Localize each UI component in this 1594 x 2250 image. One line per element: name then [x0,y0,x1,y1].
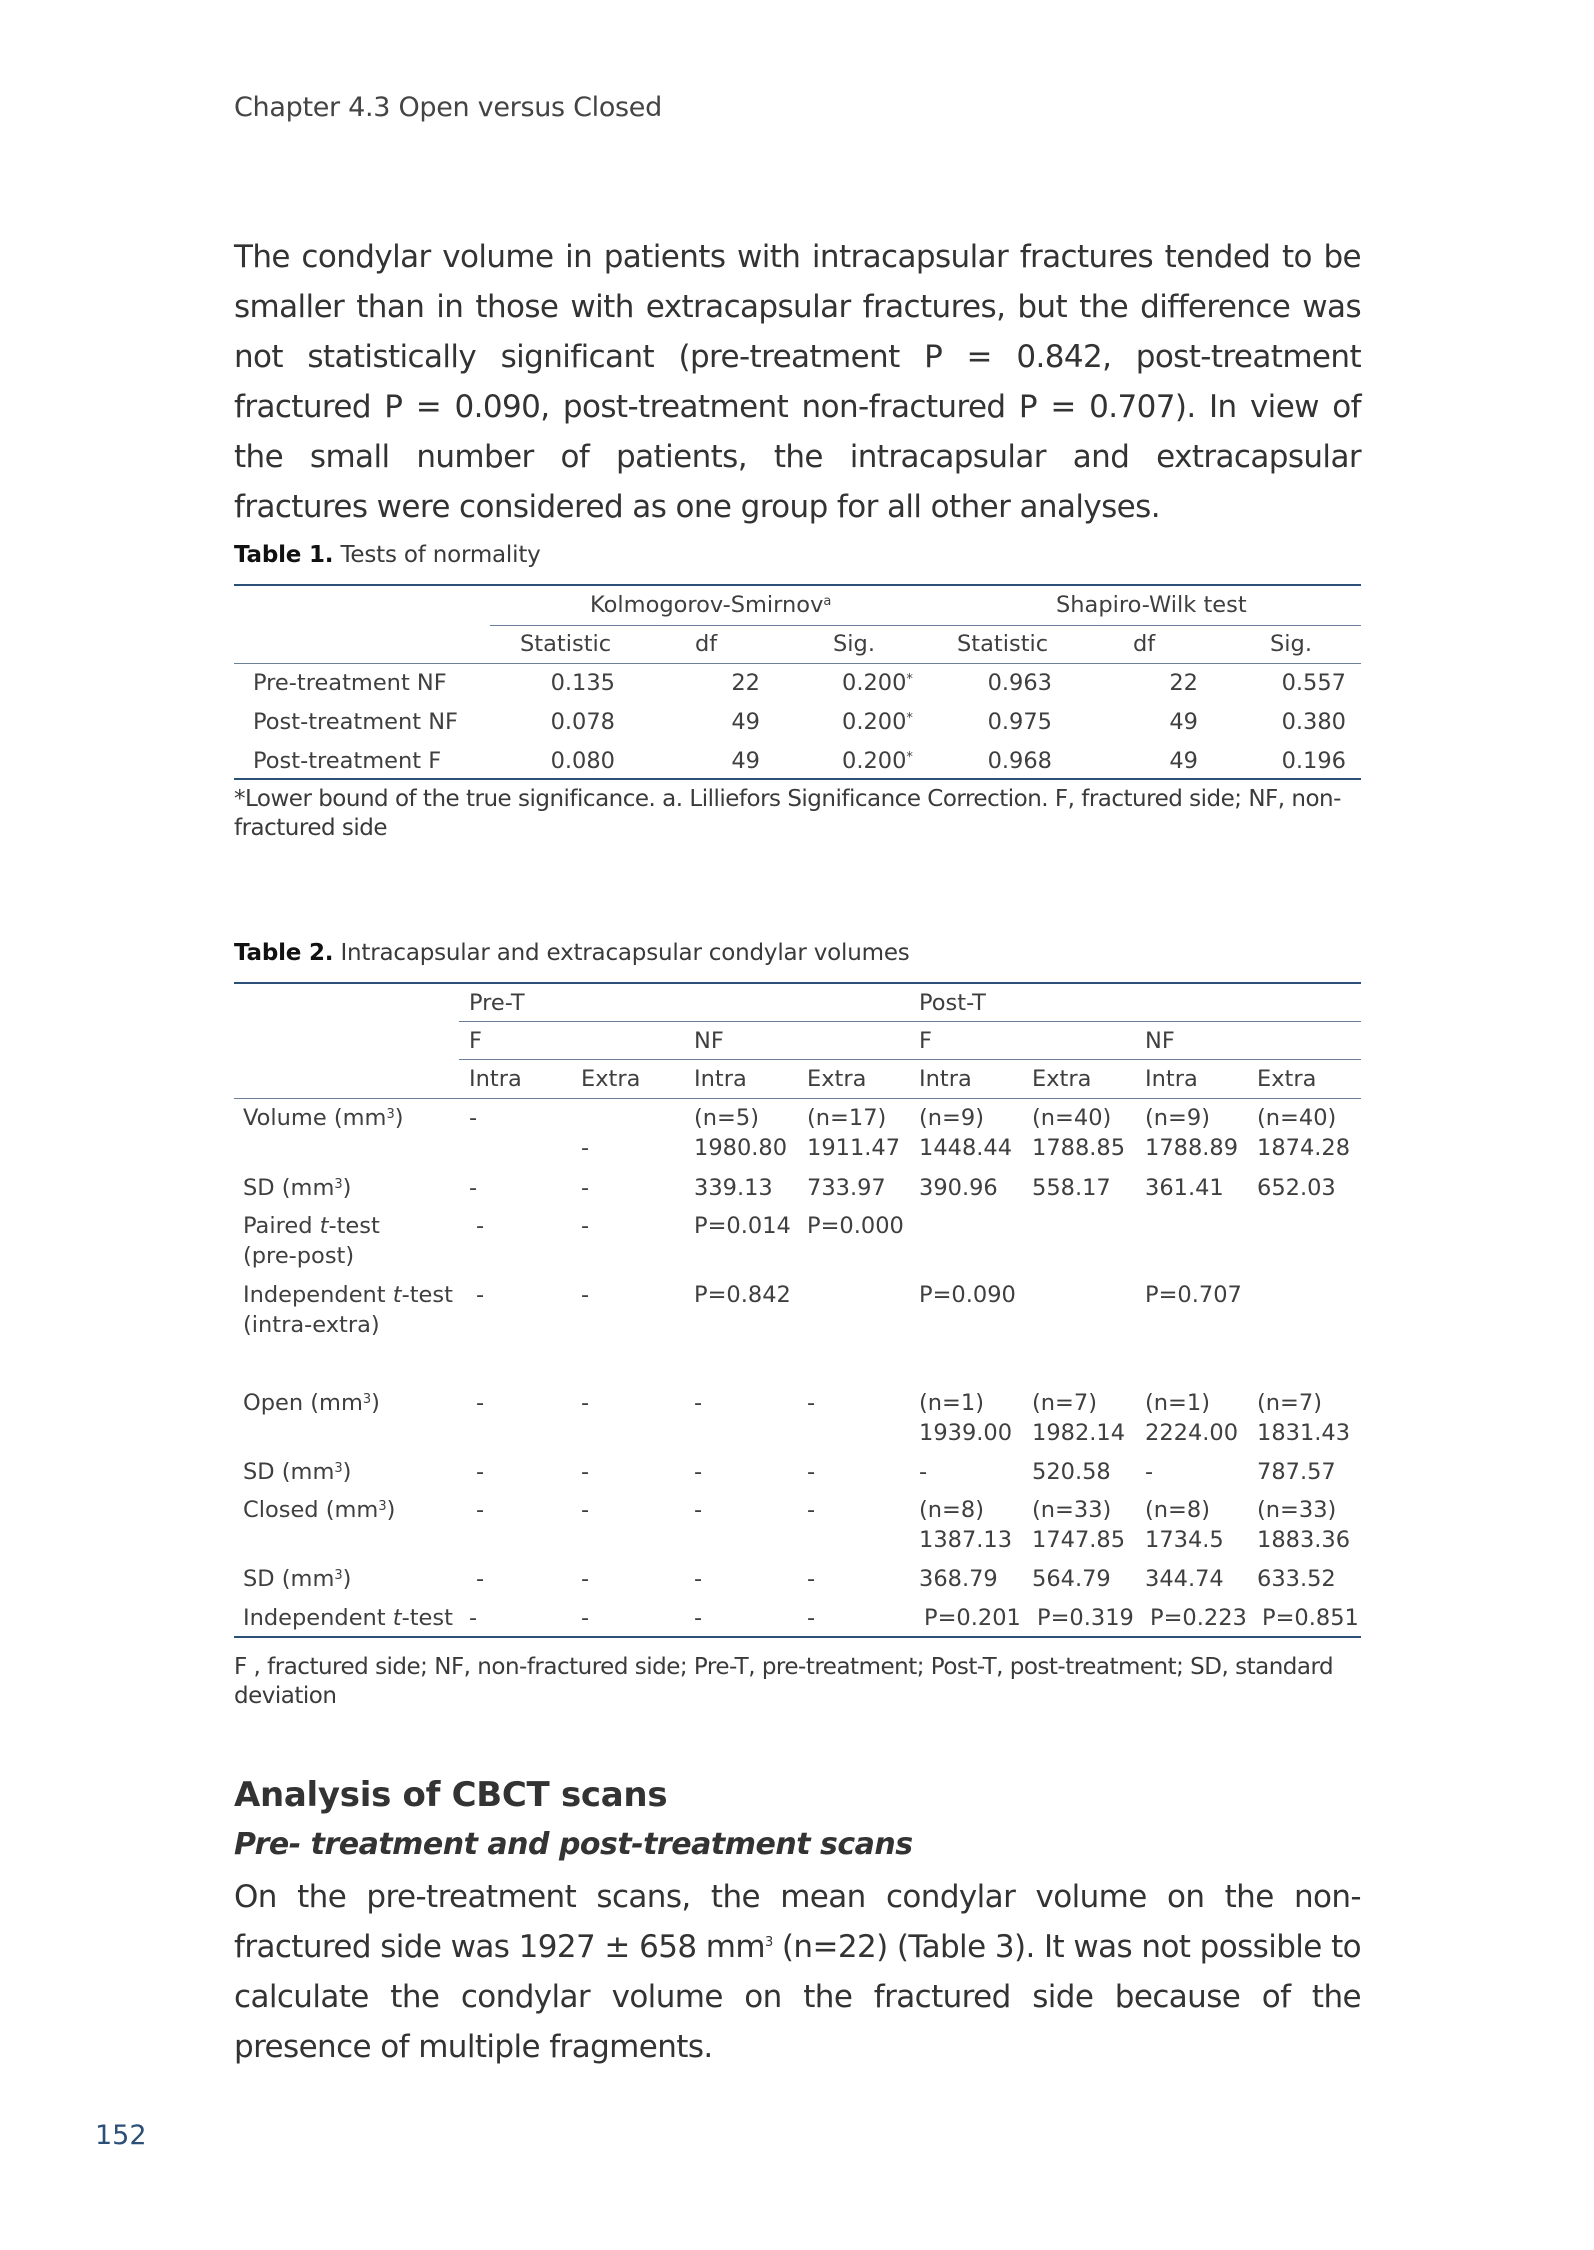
table2-cell: 1982.14 [1032,1420,1126,1446]
table2-cell: P=0.000 [807,1213,904,1239]
table1-cell: 0.078 [550,709,615,735]
table2-footnote: F , fractured side; NF, non-fractured side; Pre-T, pre-treatment; Post-T, post-treatment; SD, standard deviation [234,1654,1334,1709]
table2-side-f-pre: F [469,1028,482,1054]
table1-cell: 0.135 [550,670,615,696]
table2-header-rule [234,1098,1361,1099]
table2-cell: P=0.707 [1145,1282,1242,1308]
table2-label-sup: 3 [378,1499,387,1514]
table1-sig-value: 0.200 [842,748,907,774]
table2-cell: (n=9) [919,1105,984,1131]
table2-subcol: Intra [694,1066,747,1092]
table2-cell: - [807,1605,816,1631]
table1-col-sig-2: Sig. [1270,631,1312,657]
table1-cell: 0.080 [550,748,615,774]
table2-side-rule [459,1059,1361,1060]
table2-cell: (n=17) [807,1105,887,1131]
table2-cell: - [581,1213,590,1239]
table2-row-label-independent [243,1281,453,1310]
table2-cell: 368.79 [919,1566,998,1592]
table2-row-label-paired-line2: (pre-post) [243,1243,355,1269]
table2-cell: 1448.44 [919,1135,1013,1161]
table1-cell: 22 [731,670,760,696]
table2-cell: - [581,1459,590,1485]
table2-cell: (n=9) [1145,1105,1210,1131]
table2-cell: P=0.842 [694,1282,791,1308]
table2-cell: 1831.43 [1257,1420,1351,1446]
paragraph2-part2: (n=22) (Table 3). It was not possible to calculate the condylar volume on the fractured side because of the presence of multiple fragments. [234,1929,1362,2065]
table1-title: Tests of normality [340,542,541,568]
table1-cell: 49 [1169,709,1198,735]
table1-header-rule [234,663,1361,664]
table1-col-df-1: df [695,631,718,657]
table2-label-text: Volume (mm [243,1105,387,1131]
table1-cell [842,747,913,776]
table2-cell: 633.52 [1257,1566,1336,1592]
table1-caption [234,542,541,568]
table2-row-label-closed [243,1496,395,1525]
table2-cell: P=0.851 [1262,1605,1359,1631]
table2-label-text: SD (mm [243,1566,335,1592]
table1-cell: 0.975 [987,709,1052,735]
table2-label-text: Closed (mm [243,1497,379,1523]
table2-cell: 733.97 [807,1175,886,1201]
table1-cell [842,669,913,698]
table2-cell: P=0.090 [919,1282,1016,1308]
table2-cell: 1980.80 [694,1135,788,1161]
table2-cell: - [581,1566,590,1592]
table1-cell: 0.196 [1281,748,1346,774]
table2-cell: (n=7) [1032,1390,1097,1416]
table2-cell: 564.79 [1032,1566,1111,1592]
table1-cell: 49 [1169,748,1198,774]
table2-period-rule [459,1021,1361,1022]
table1-col-df-2: df [1133,631,1156,657]
table2-cell: - [476,1566,485,1592]
table2-label-close: ) [371,1390,380,1416]
table1-group-ks-sup: a [823,594,832,609]
table2-cell: 1734.5 [1145,1527,1224,1553]
table2-label-sup: 3 [334,1177,343,1192]
table2-cell: - [1145,1459,1154,1485]
table2-cell: 390.96 [919,1175,998,1201]
table2-label-text: SD (mm [243,1459,335,1485]
table2-cell: (n=8) [919,1497,984,1523]
table2-label-sup: 3 [334,1461,343,1476]
table1-top-rule [234,584,1361,586]
table2-cell: - [581,1605,590,1631]
table2-label-close: ) [342,1459,352,1485]
table2-cell: - [807,1390,816,1416]
table2-cell: P=0.014 [694,1213,791,1239]
table1-col-sig-1: Sig. [833,631,875,657]
table2-label-close: ) [342,1175,352,1201]
table2-cell: (n=1) [919,1390,984,1416]
table1-row-label: Post-treatment F [253,748,442,774]
table2-cell: 339.13 [694,1175,773,1201]
table2-cell: 344.74 [1145,1566,1224,1592]
table1-sig-value: 0.200 [842,670,907,696]
table2-label-suffix: -test [328,1213,380,1239]
table2-cell: - [581,1135,590,1161]
table2-label-text: Independent [243,1605,393,1631]
table2-cell: 1939.00 [919,1420,1013,1446]
table2-caption [234,940,910,966]
table2-cell: (n=40) [1032,1105,1112,1131]
paragraph2-sup: 3 [764,1935,773,1950]
table2-subcol: Intra [1145,1066,1198,1092]
table2-cell: - [581,1282,590,1308]
table2-row-label-independent [243,1604,453,1633]
table1-sig-marker: * [906,750,913,765]
table1-footnote: *Lower bound of the true significance. a. Lilliefors Significance Correction. F, fractured side; NF, non-fractured side [234,786,1341,841]
table2-cell: (n=1) [1145,1390,1210,1416]
table2-row-label-sd [243,1458,351,1487]
page-number: 152 [95,2120,147,2151]
table2-label-suffix: -test [401,1282,453,1308]
subsection-heading: Pre- treatment and post-treatment scans [234,1827,913,1862]
table2-label: Table 2. [234,940,334,966]
table2-label-italic: t [319,1213,329,1239]
table2-cell: - [476,1213,485,1239]
table2-label-sup: 3 [362,1392,372,1407]
table2-cell: 520.58 [1032,1459,1111,1485]
table2-row-label-open [243,1389,380,1418]
table2-label-italic: t [392,1282,402,1308]
table2-label-text: Open (mm [243,1390,363,1416]
table2-period-pre: Pre-T [469,990,525,1016]
table2-cell: 652.03 [1257,1175,1336,1201]
paragraph2-part1: On the pre-treatment scans, the mean condylar volume on the non-fractured side was 1927 ± 658 mm [234,1879,1361,1965]
table1-sig-marker: * [906,711,913,726]
table2-cell: - [581,1175,590,1201]
table2-cell: 1788.85 [1032,1135,1126,1161]
table1-cell: 22 [1169,670,1198,696]
table2-row-label-sd [243,1174,351,1203]
body-paragraph-2 [234,1872,1361,2072]
section-heading: Analysis of CBCT scans [234,1775,668,1815]
table2-cell: 1874.28 [1257,1135,1351,1161]
table2-label-sup: 3 [334,1568,343,1583]
table1-cell: 0.557 [1281,670,1346,696]
table2-subcol: Intra [469,1066,522,1092]
table2-cell: - [476,1497,485,1523]
table2-row-label-paired [243,1212,380,1241]
table1-cell: 0.380 [1281,709,1346,735]
table2-cell: - [476,1459,485,1485]
table2-label-text: SD (mm [243,1175,335,1201]
table1-col-statistic-1: Statistic [520,631,612,657]
table1-group-ks [590,591,831,620]
table1-cell: 0.968 [987,748,1052,774]
table2-cell: 1387.13 [919,1527,1013,1553]
table2-subcol: Extra [1032,1066,1092,1092]
table2-row-label-volume [243,1104,404,1133]
table2-cell: 361.41 [1145,1175,1224,1201]
table1-row-label: Pre-treatment NF [253,670,447,696]
table2-cell: (n=33) [1032,1497,1112,1523]
table1-cell: 49 [731,709,760,735]
table2-label-close: ) [394,1105,404,1131]
table2-cell: - [469,1175,478,1201]
table2-cell: - [581,1497,590,1523]
table2-title: Intracapsular and extracapsular condylar volumes [340,940,910,966]
table2-cell: - [694,1566,703,1592]
table1-cell: 0.963 [987,670,1052,696]
table2-cell: (n=5) [694,1105,759,1131]
table1-group-sw: Shapiro-Wilk test [1056,592,1247,618]
table2-cell: 2224.00 [1145,1420,1239,1446]
table1-bottom-rule [234,778,1361,780]
table2-label-italic: t [392,1605,402,1631]
table2-label-suffix: -test [401,1605,453,1631]
table1-label: Table 1. [234,542,334,568]
table2-bottom-rule [234,1636,1361,1638]
table2-cell: 1747.85 [1032,1527,1126,1553]
table2-cell: (n=40) [1257,1105,1337,1131]
table2-cell: P=0.201 [924,1605,1021,1631]
running-header: Chapter 4.3 Open versus Closed [234,92,662,123]
table2-label-text: Independent [243,1282,393,1308]
table2-cell: - [694,1497,703,1523]
table1-group-rule [490,625,1361,626]
table2-label-sup: 3 [386,1107,395,1122]
table2-row-label-sd [243,1565,351,1594]
table2-top-rule [234,982,1361,984]
table1-cell: 49 [731,748,760,774]
table2-cell: 558.17 [1032,1175,1111,1201]
table2-cell: 1788.89 [1145,1135,1239,1161]
table2-cell: - [581,1390,590,1416]
table2-cell: 787.57 [1257,1459,1336,1485]
table2-cell: - [807,1459,816,1485]
table2-subcol: Extra [1257,1066,1317,1092]
table2-cell: - [469,1605,478,1631]
table2-subcol: Intra [919,1066,972,1092]
table1-sig-marker: * [906,672,913,687]
table2-cell: - [476,1390,485,1416]
table2-period-post: Post-T [919,990,986,1016]
table2-subcol: Extra [581,1066,641,1092]
table2-cell: 1911.47 [807,1135,901,1161]
table2-cell: 1883.36 [1257,1527,1351,1553]
table2-cell: (n=8) [1145,1497,1210,1523]
table2-side-f-post: F [919,1028,932,1054]
table2-cell: - [919,1459,928,1485]
table2-cell: - [476,1282,485,1308]
table2-label-close: ) [386,1497,396,1523]
table2-cell: P=0.223 [1150,1605,1247,1631]
table2-cell: (n=33) [1257,1497,1337,1523]
table2-cell: - [694,1459,703,1485]
table1-sig-value: 0.200 [842,709,907,735]
table2-cell: - [807,1497,816,1523]
table2-side-nf-pre: NF [694,1028,724,1054]
table1-group-ks-label: Kolmogorov-Smirnov [590,592,824,618]
table2-cell: - [694,1390,703,1416]
table2-label-text: Paired [243,1213,320,1239]
table2-cell: - [469,1105,478,1131]
table2-cell: P=0.319 [1037,1605,1134,1631]
table1-cell [842,708,913,737]
table2-subcol: Extra [807,1066,867,1092]
body-paragraph-1: The condylar volume in patients with intracapsular fractures tended to be smaller than in those with extracapsular fractures, but the difference was not statistically significant (pre-treatment P = 0.842, post-treatment fractured P = 0.090, post-treatment non-fractured P = 0.707). In view of the small number of patients, the intracapsular and extracapsular fractures were considered as one group for all other analyses. [234,239,1361,525]
table1-col-statistic-2: Statistic [957,631,1049,657]
table2-row-label-independent-line2: (intra-extra) [243,1312,380,1338]
table2-cell: - [694,1605,703,1631]
table2-cell: (n=7) [1257,1390,1322,1416]
table2-label-close: ) [342,1566,352,1592]
table1-row-label: Post-treatment NF [253,709,458,735]
table2-cell: - [807,1566,816,1592]
table2-side-nf-post: NF [1145,1028,1175,1054]
